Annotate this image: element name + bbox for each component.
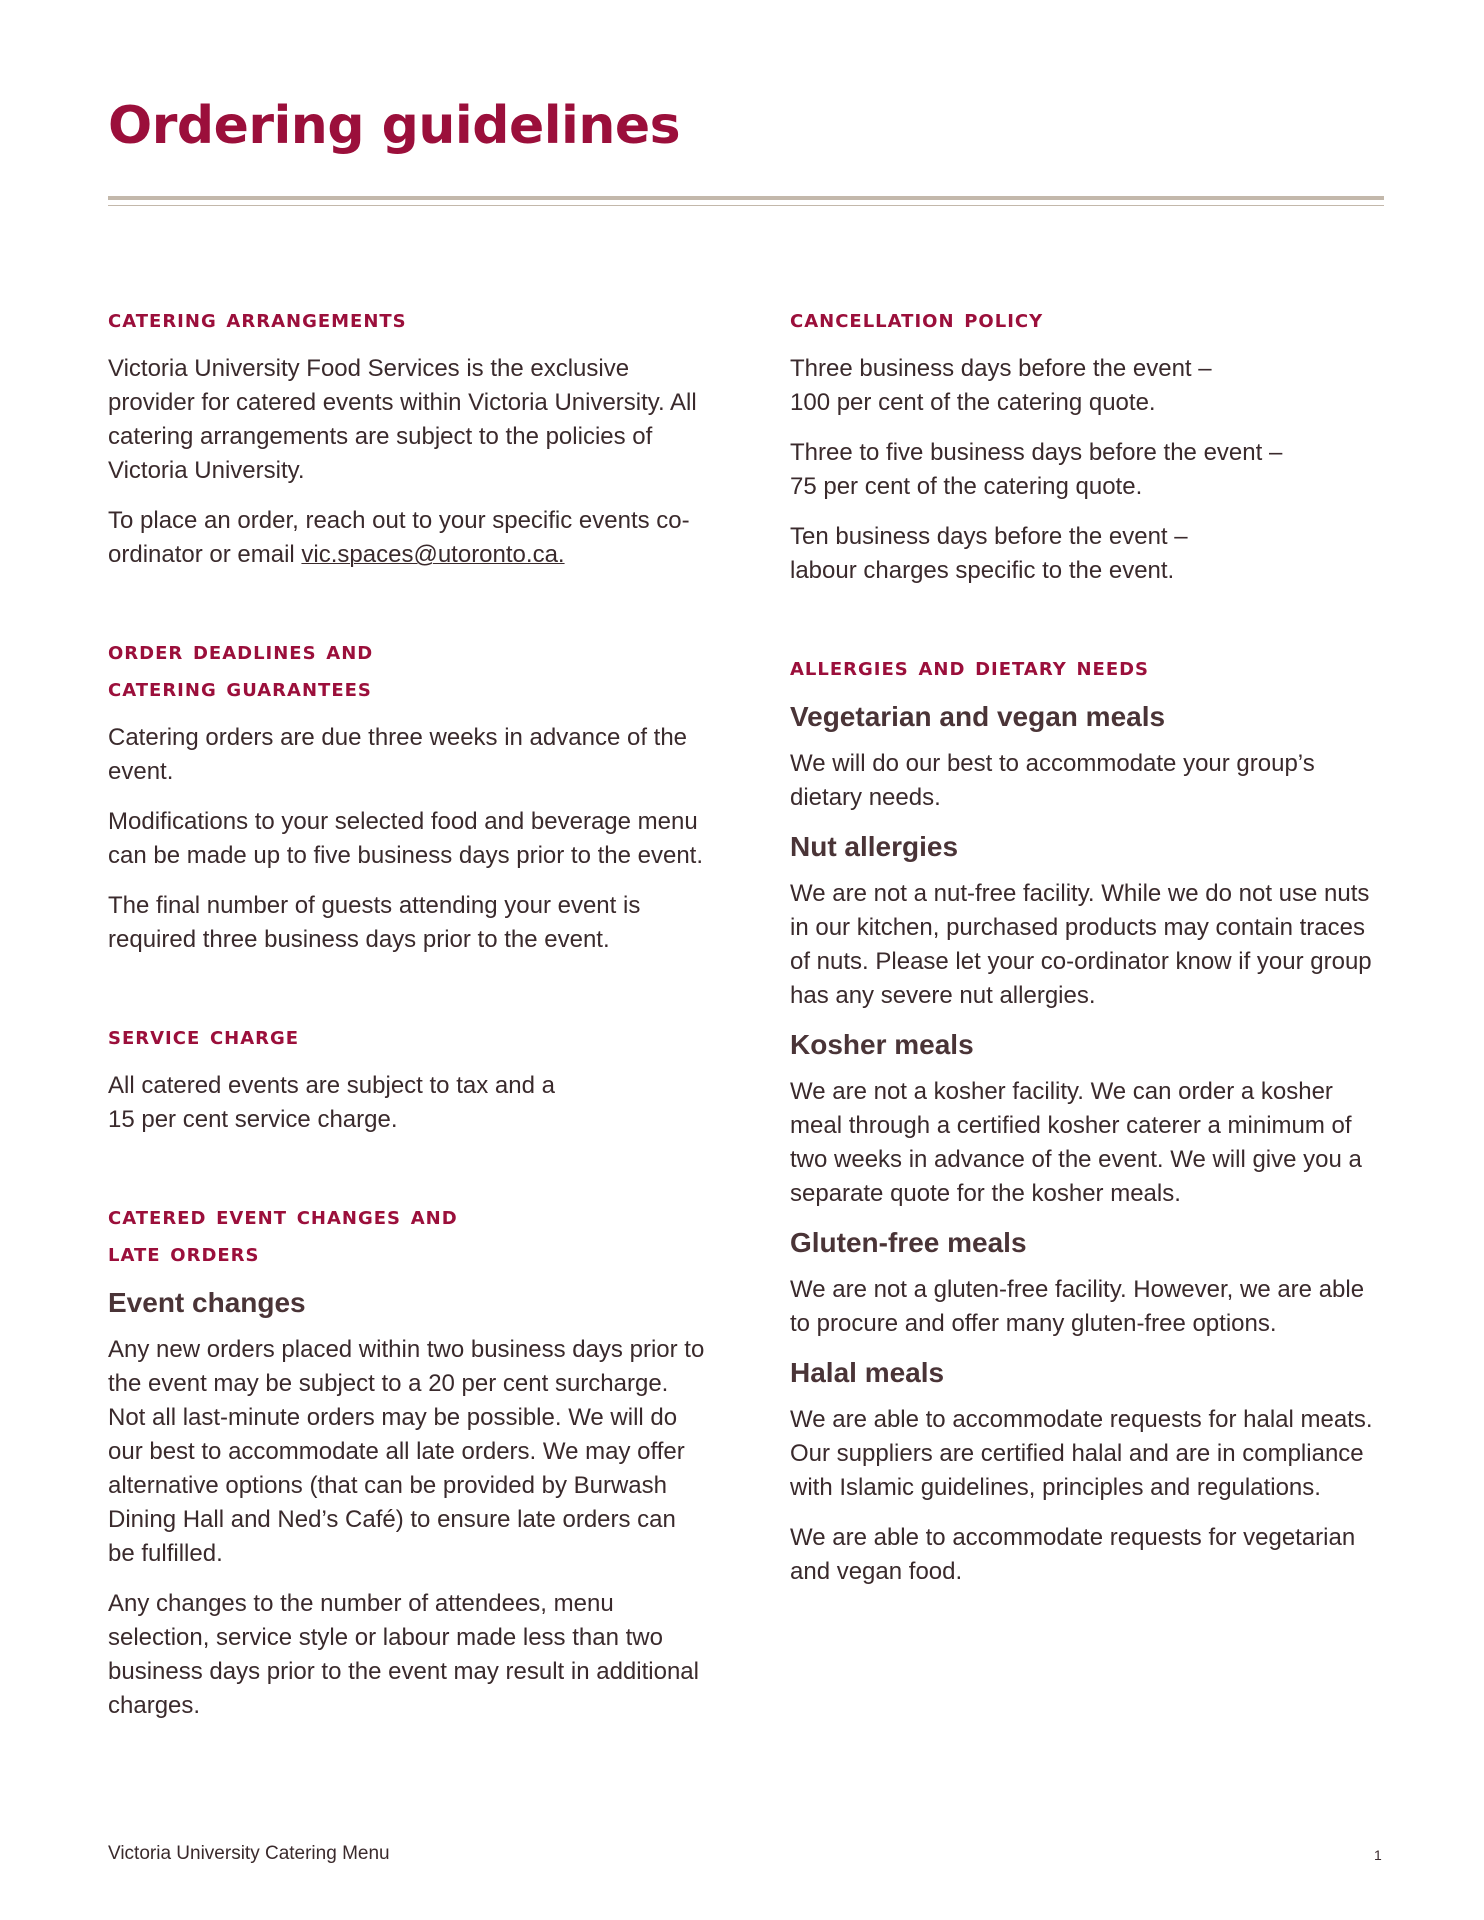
gluten-free-text: We are not a gluten-free facility. However, we are able to procure and offer many gluten-free options. <box>790 1276 1365 1337</box>
cancellation-item-3 <box>790 520 1390 588</box>
order-deadlines-text-3: The final number of guests attending your event is required three business days prior to the event. <box>108 892 641 953</box>
vegetarian-heading: Vegetarian and vegan meals <box>790 701 1166 732</box>
order-deadlines-heading <box>108 632 708 706</box>
cancellation-item-3-fee: labour charges specific to the event. <box>790 557 1175 584</box>
cancellation-item-1 <box>790 352 1390 420</box>
kosher-heading: Kosher meals <box>790 1029 974 1060</box>
halal-text-1: We are able to accommodate requests for halal meats. Our suppliers are certified halal and are in compliance with Islamic guidelines, principles and regulations. <box>790 1406 1373 1501</box>
catering-arrangements-text: Victoria University Food Services is the exclusive provider for catered events within Victoria University. All catering arrangements are subject to the policies of Victoria University. <box>108 355 697 484</box>
right-column <box>790 300 1390 1589</box>
allergies-heading: allergies and dietary needs <box>790 652 1150 681</box>
event-changes-text-1: Any new orders placed within two business days prior to the event may be subject to a 20 per cent surcharge. Not all last-minute orders may be possible. We will do our best to accommodate all late orders. We may offer alternative options (that can be provided by Burwash Dining Hall and Ned’s Café) to ensure late orders can be fulfilled. <box>108 1336 705 1567</box>
service-charge-heading: service charge <box>108 1021 300 1050</box>
event-changes-heading-line1: catered event changes and <box>108 1201 458 1230</box>
cancellation-item-2 <box>790 436 1390 504</box>
email-link[interactable]: vic.spaces@utoronto.ca. <box>301 541 565 568</box>
footer-title: Victoria University Catering Menu <box>108 1843 390 1864</box>
cancellation-item-1-when: Three business days before the event – <box>790 355 1212 382</box>
page-number: 1 <box>1374 1847 1382 1863</box>
event-changes-text-2: Any changes to the number of attendees, menu selection, service style or labour made less than two business days prior to the event may result in additional charges. <box>108 1590 699 1719</box>
vegetarian-text: We will do our best to accommodate your group’s dietary needs. <box>790 750 1315 811</box>
order-deadlines-heading-line1: order deadlines and <box>108 636 374 665</box>
cancellation-item-2-when: Three to five business days before the event – <box>790 439 1283 466</box>
cancellation-item-2-fee: 75 per cent of the catering quote. <box>790 473 1143 500</box>
left-column <box>108 300 708 1723</box>
catering-arrangements-heading: catering arrangements <box>108 304 407 333</box>
place-order-text <box>108 504 708 572</box>
nut-allergies-heading: Nut allergies <box>790 831 959 862</box>
place-order-lead: To place an order, reach out to your specific events co-ordinator or email <box>108 507 690 568</box>
halal-heading: Halal meals <box>790 1357 945 1388</box>
order-deadlines-text-1: Catering orders are due three weeks in advance of the event. <box>108 724 688 785</box>
cancellation-item-1-fee: 100 per cent of the catering quote. <box>790 389 1156 416</box>
gluten-free-heading: Gluten-free meals <box>790 1227 1027 1258</box>
order-deadlines-text-2: Modifications to your selected food and beverage menu can be made up to five business days prior to the event. <box>108 808 704 869</box>
title-divider-thin <box>108 205 1384 206</box>
nut-allergies-text: We are not a nut-free facility. While we do not use nuts in our kitchen, purchased products may contain traces of nuts. Please let your co-ordinator know if your group has any severe nut allergies. <box>790 880 1372 1009</box>
kosher-text: We are not a kosher facility. We can order a kosher meal through a certified kosher caterer a minimum of two weeks in advance of the event. We will give you a separate quote for the kosher meals. <box>790 1078 1362 1207</box>
order-deadlines-heading-line2: catering guarantees <box>108 673 372 702</box>
halal-text-2: We are able to accommodate requests for vegetarian and vegan food. <box>790 1524 1356 1585</box>
service-charge-text: All catered events are subject to tax and a 15 per cent service charge. <box>108 1072 555 1133</box>
cancellation-policy-heading: cancellation policy <box>790 304 1044 333</box>
page-title: Ordering guidelines <box>108 96 681 156</box>
event-changes-heading-line2: late orders <box>108 1238 260 1267</box>
cancellation-item-3-when: Ten business days before the event – <box>790 523 1188 550</box>
event-changes-heading <box>108 1197 708 1271</box>
event-changes-subheading: Event changes <box>108 1287 306 1318</box>
title-divider-thick <box>108 196 1384 200</box>
